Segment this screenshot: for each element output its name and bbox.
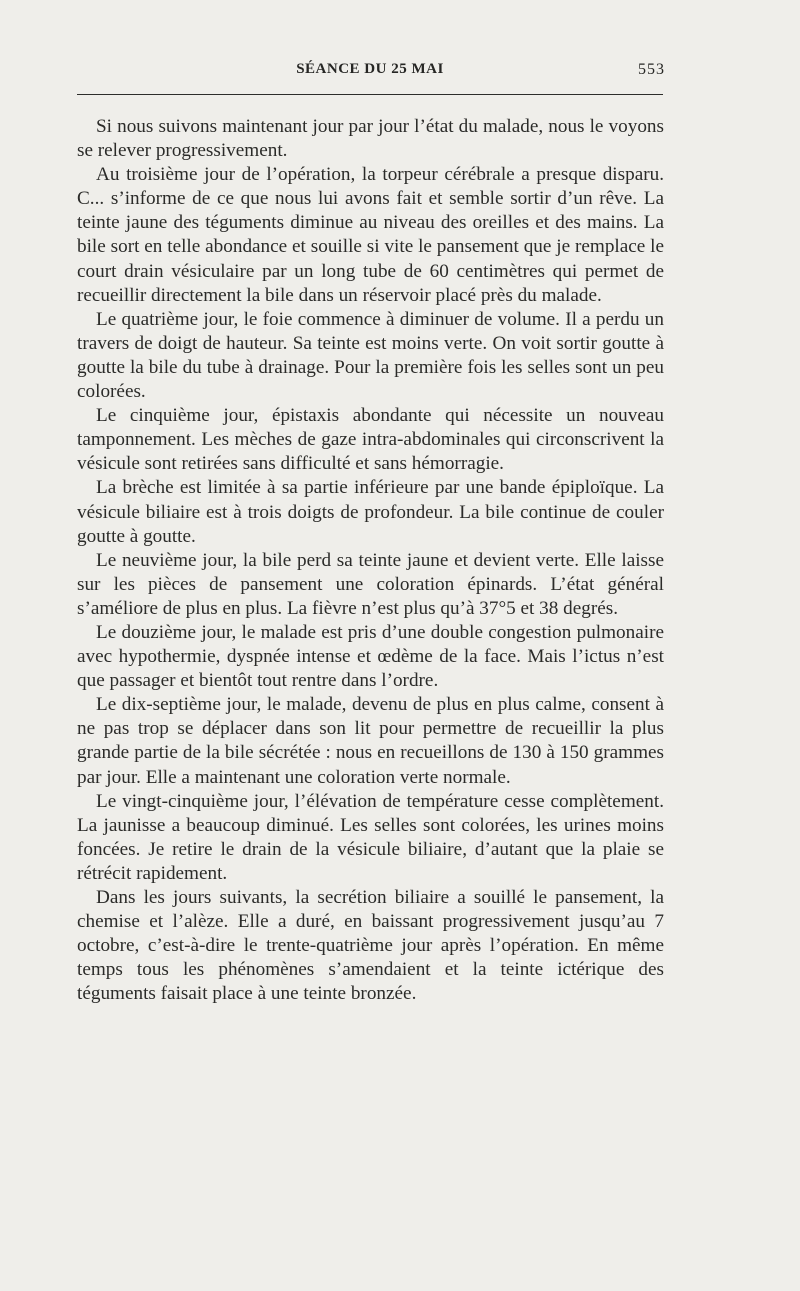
page-number: 553 <box>638 61 665 78</box>
paragraph: Le neuvième jour, la bile perd sa teinte jaune et devient verte. Elle laisse sur les pièces de pansement une coloration épinards. L’état général s’améliore de plus en plus. La fièvre n’est plus qu’à 37°5 et 38 degrés. <box>77 549 664 619</box>
running-head <box>75 61 665 83</box>
paragraph: Si nous suivons maintenant jour par jour l’état du malade, nous le voyons se relever progressivement. <box>77 116 664 162</box>
body-text <box>77 115 664 1006</box>
paragraph: Le dix-septième jour, le malade, devenu de plus en plus calme, consent à ne pas trop se déplacer dans son lit pour permettre de recueillir la plus grande partie de la bile sécrétée : nous en recueillons de 130 à 150 grammes par jour. Elle a maintenant une coloration verte normale. <box>77 694 664 788</box>
paragraph: Le douzième jour, le malade est pris d’une double congestion pulmonaire avec hypothermie, dyspnée intense et œdème de la face. Mais l’ictus n’est que passager et bientôt tout rentre dans l’ordre. <box>77 621 664 692</box>
paragraph: Dans les jours suivants, la secrétion biliaire a souillé le pansement, la chemise et l’alèze. Elle a duré, en baissant progressivement jusqu’au 7 octobre, c’est-à-dire le trente-quatrième jour après l’opération. En même temps tous les phénomènes s’amendaient et la teinte ictérique des téguments faisait place à une teinte bronzée. <box>77 887 664 1005</box>
header-rule <box>77 94 663 95</box>
running-head-title: SÉANCE DU 25 MAI <box>296 61 444 77</box>
paragraph: Au troisième jour de l’opération, la torpeur cérébrale a presque disparu. C... s’informe de ce que nous lui avons fait et semble sortir d’un rêve. La teinte jaune des téguments diminue au niveau des oreilles et des mains. La bile sort en telle abondance et souille si vite le pansement que je remplace le court drain vésiculaire par un long tube de 60 centimètres qui permet de recueillir directement la bile dans un réservoir placé près du malade. <box>77 164 664 306</box>
paragraph: Le vingt-cinquième jour, l’élévation de température cesse complètement. La jaunisse a beaucoup diminué. Les selles sont colorées, les urines moins foncées. Je retire le drain de la vésicule biliaire, d’autant que la plaie se rétrécit rapidement. <box>77 790 664 884</box>
paragraph: Le quatrième jour, le foie commence à diminuer de volume. Il a perdu un travers de doigt de hauteur. Sa teinte est moins verte. On voit sortir goutte à goutte la bile du tube à drainage. Pour la première fois les selles sont un peu colorées. <box>77 308 664 403</box>
paragraph: Le cinquième jour, épistaxis abondante qui nécessite un nouveau tamponnement. Les mèches de gaze intra-abdominales qui circonscrivent la vésicule sont retirées sans difficulté et sans hémorragie. <box>77 405 664 475</box>
paragraph: La brèche est limitée à sa partie inférieure par une bande épiploïque. La vésicule biliaire est à trois doigts de profondeur. La bile continue de couler goutte à goutte. <box>77 477 664 547</box>
